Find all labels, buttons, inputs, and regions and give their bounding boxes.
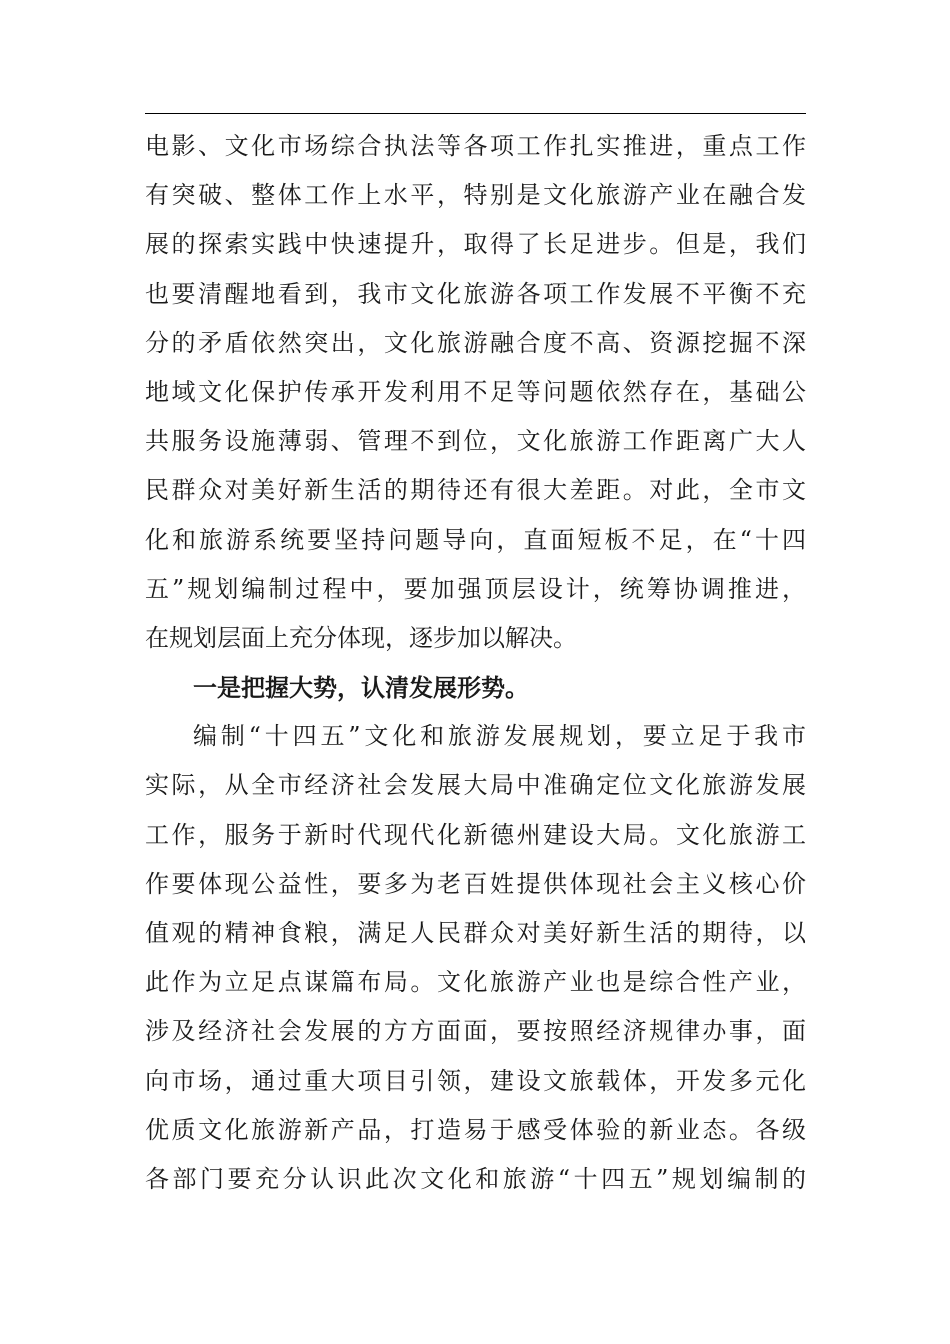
- text-line: 在规划层面上充分体现，逐步加以解决。: [145, 623, 577, 652]
- header-rule: [145, 113, 806, 114]
- text-line: 展的探索实践中快速提升，取得了长足进步。但是，我们: [145, 230, 806, 259]
- text-line: 此作为立足点谋篇布局。文化旅游产业也是综合性产业，: [145, 968, 806, 997]
- text-line: 优质文化旅游新产品，打造易于感受体验的新业态。各级: [145, 1115, 806, 1144]
- text-line: 各部门要充分认识此次文化和旅游“十四五”规划编制的: [145, 1164, 806, 1193]
- text-line: 工作，服务于新时代现代化新德州建设大局。文化旅游工: [145, 820, 806, 849]
- text-line: 涉及经济社会发展的方方面面，要按照经济规律办事，面: [145, 1017, 806, 1046]
- document-body: [145, 122, 806, 1204]
- text-line: 有突破、整体工作上水平，特别是文化旅游产业在融合发: [145, 181, 806, 210]
- text-line: 地域文化保护传承开发利用不足等问题依然存在，基础公: [145, 377, 806, 406]
- section-heading: 一是把握大势，认清发展形势。: [193, 673, 529, 703]
- text-line: 民群众对美好新生活的期待还有很大差距。对此，全市文: [145, 476, 806, 505]
- text-line: 实际，从全市经济社会发展大局中准确定位文化旅游发展: [145, 771, 806, 800]
- text-line: 也要清醒地看到，我市文化旅游各项工作发展不平衡不充: [145, 279, 806, 308]
- text-line: 向市场，通过重大项目引领，建设文旅载体，开发多元化: [145, 1066, 806, 1095]
- paragraph-1: [145, 122, 806, 663]
- text-line: 共服务设施薄弱、管理不到位，文化旅游工作距离广大人: [145, 427, 806, 456]
- text-line: 化和旅游系统要坚持问题导向，直面短板不足，在“十四: [145, 525, 806, 554]
- text-line: 电影、文化市场综合执法等各项工作扎实推进，重点工作: [145, 132, 806, 160]
- text-line: 值观的精神食粮，满足人民群众对美好新生活的期待，以: [145, 919, 806, 947]
- text-line: 五”规划编制过程中，要加强顶层设计，统筹协调推进，: [145, 574, 806, 603]
- text-line: 编制“十四五”文化和旅游发展规划，要立足于我市: [193, 722, 806, 751]
- text-line: 分的矛盾依然突出，文化旅游融合度不高、资源挖掘不深: [145, 328, 806, 357]
- paragraph-2: [145, 712, 806, 1204]
- text-line: 作要体现公益性，要多为老百姓提供体现社会主义核心价: [145, 869, 806, 898]
